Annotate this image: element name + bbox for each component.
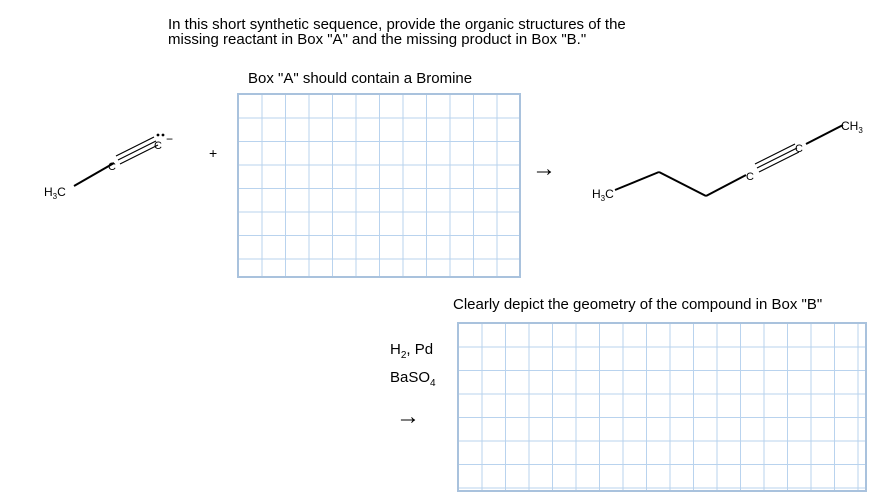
product-left-methyl-label: $H_3C$ — [592, 187, 614, 203]
plus-sign: + — [209, 145, 218, 161]
reactant-structure — [30, 120, 190, 210]
reagents-line-2: BaSO$_4$ — [390, 369, 436, 389]
reaction-arrow-1: → — [532, 155, 556, 182]
reactant-carbanion-carbon: C — [154, 140, 162, 152]
reactant-alkyne-carbon-1: C — [108, 161, 116, 173]
product-alkyne-carbon-2: C — [795, 143, 803, 155]
product-alkyne-carbon-1: C — [746, 171, 754, 183]
lone-pair-dot-2 — [162, 134, 165, 137]
box-a-label: Box "A" should contain a Bromine — [248, 70, 473, 87]
instructions-line-1: In this short synthetic sequence, provide the organic structures of the — [168, 16, 626, 33]
instructions-line-2: missing reactant in Box "A" and the missing product in Box "B." — [168, 31, 587, 48]
box-b-drawing-area[interactable] — [457, 322, 867, 492]
lone-pair-dot-1 — [157, 134, 160, 137]
reactant-negative-charge: − — [166, 132, 174, 146]
product-structure — [585, 110, 875, 220]
product-right-methyl-label: $CH_3$ — [841, 119, 863, 135]
reactant-methyl-label: $H_3C$ — [44, 185, 66, 201]
box-a-drawing-area[interactable] — [237, 93, 521, 278]
reactant-triple-bond — [116, 137, 158, 164]
reagents — [390, 339, 436, 395]
question-instructions — [168, 17, 728, 47]
reaction-arrow-2: → — [396, 403, 420, 430]
reagents-line-1: $H_2$, Pd — [390, 341, 434, 361]
product-triple-bond — [755, 144, 799, 172]
box-b-label: Clearly depict the geometry of the compound in Box "B" — [453, 296, 823, 313]
